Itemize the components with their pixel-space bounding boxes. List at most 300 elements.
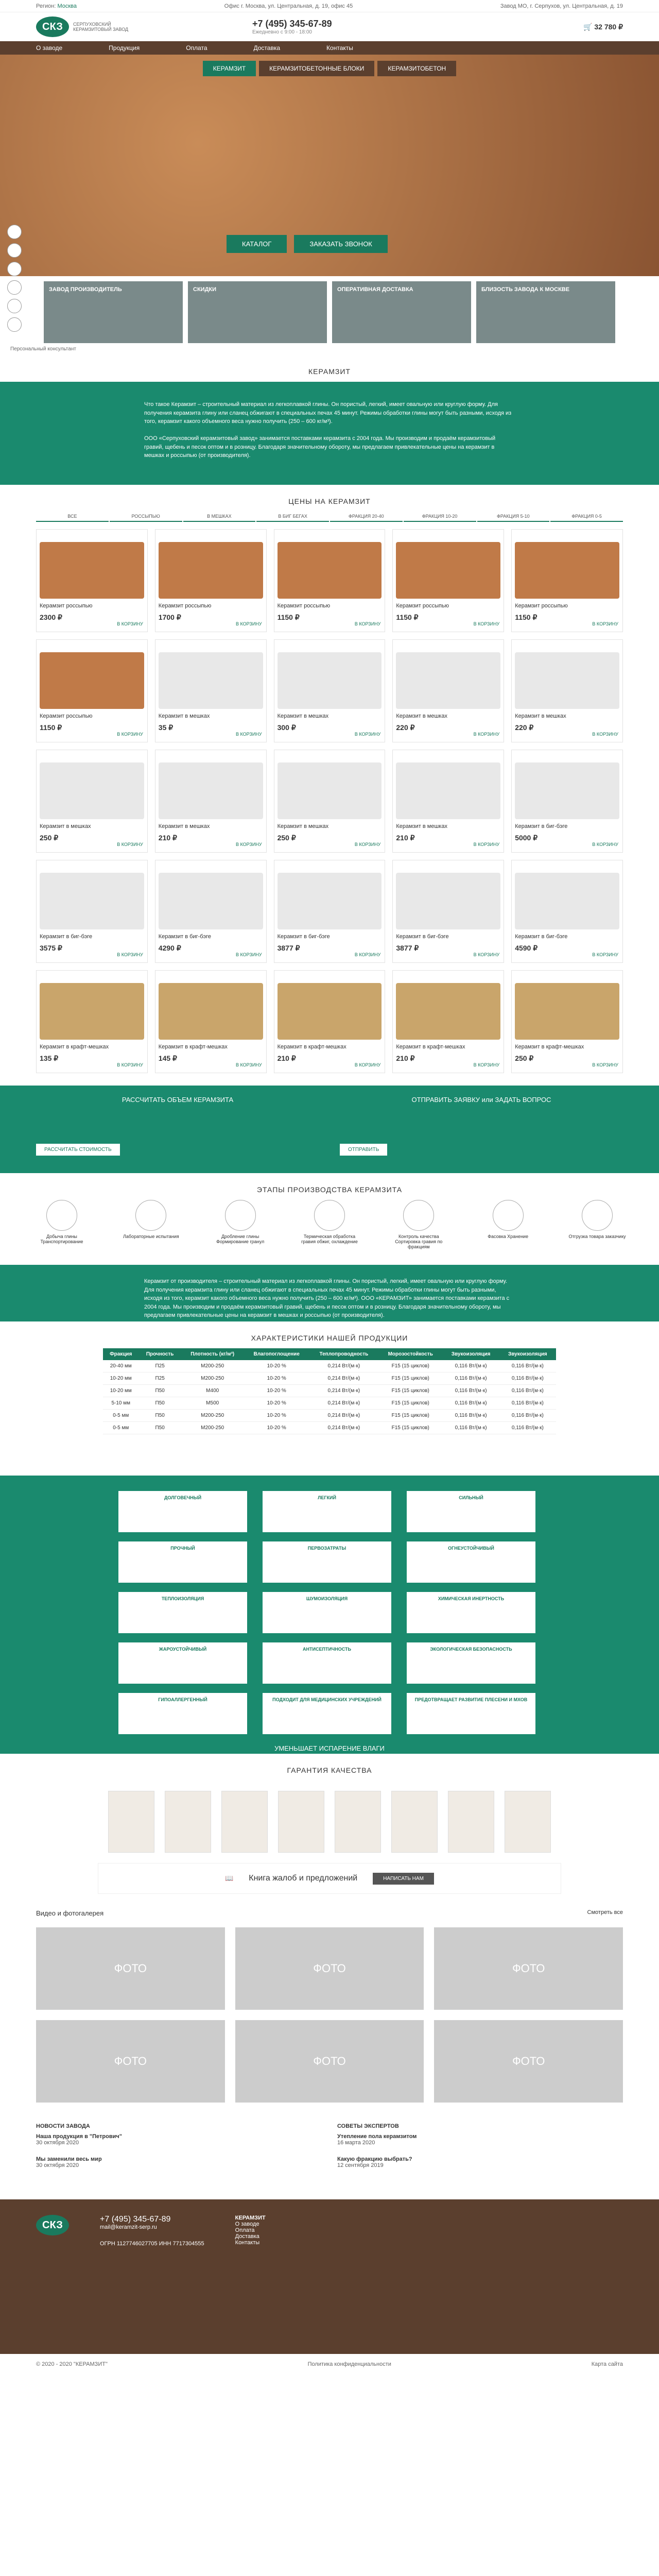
add-to-cart-button[interactable]: В КОРЗИНУ — [117, 732, 143, 737]
add-to-cart-button[interactable]: В КОРЗИНУ — [473, 732, 500, 737]
stage-item — [31, 1200, 93, 1249]
product-name[interactable]: Керамзит в мешках — [515, 713, 566, 719]
property-card — [118, 1541, 247, 1583]
news-item-title[interactable]: Мы заменили весь мир — [36, 2156, 102, 2162]
product-name[interactable]: Керамзит россыпью — [40, 603, 93, 609]
menu-item-payment[interactable]: Оплата — [186, 44, 207, 52]
banner-moscow[interactable]: БЛИЗОСТЬ ЗАВОДА К МОСКВЕ — [476, 281, 615, 343]
send-title: ОТПРАВИТЬ ЗАЯВКУ или ЗАДАТЬ ВОПРОС — [411, 1096, 551, 1104]
expert-tips — [337, 2123, 623, 2179]
product-image[interactable] — [159, 652, 263, 709]
search-icon[interactable] — [7, 225, 22, 239]
logo[interactable] — [36, 16, 160, 37]
banner-factory[interactable]: ЗАВОД ПРОИЗВОДИТЕЛЬ — [44, 281, 183, 343]
certificate[interactable] — [448, 1791, 494, 1853]
specs-header-cell: Влагопоглощение — [244, 1348, 309, 1360]
product-price: 210 ₽ — [396, 834, 415, 842]
specs-cell: 0,116 Вт/(м·к) — [499, 1385, 556, 1397]
product-image[interactable] — [515, 983, 619, 1040]
specs-cell: F15 (15 циклов) — [378, 1397, 443, 1410]
news-item-date: 30 октября 2020 — [36, 2162, 79, 2168]
hero-cat-blocks[interactable]: КЕРАМЗИТОБЕТОННЫЕ БЛОКИ — [259, 61, 374, 76]
sub-footer — [0, 2354, 659, 2375]
product-card[interactable] — [36, 639, 148, 742]
add-to-cart-button[interactable]: В КОРЗИНУ — [236, 842, 262, 847]
photo-tile[interactable]: ФОТО — [235, 2020, 424, 2103]
policy-link[interactable]: Политика конфиденциальности — [307, 2361, 391, 2367]
news-section — [36, 2123, 623, 2179]
add-to-cart-button[interactable]: В КОРЗИНУ — [117, 842, 143, 847]
banner-delivery[interactable]: ОПЕРАТИВНАЯ ДОСТАВКА — [332, 281, 471, 343]
tip-item-title[interactable]: Какую фракцию выбрать? — [337, 2156, 412, 2162]
catalog-button[interactable]: КАТАЛОГ — [227, 235, 287, 253]
specs-cell: 10-20 % — [244, 1372, 309, 1385]
specs-cell: 0,116 Вт/(м·к) — [443, 1385, 499, 1397]
product-name[interactable]: Керамзит россыпью — [515, 603, 568, 609]
product-name[interactable]: Керамзит россыпью — [396, 603, 449, 609]
chat-icon[interactable] — [7, 317, 22, 332]
stage-label: Термическая обработка гравия обжиг, охлаждение — [301, 1234, 358, 1244]
specs-cell: 0,214 Вт/(м·к) — [309, 1360, 378, 1372]
product-price: 1150 ₽ — [515, 613, 537, 621]
main-menu — [0, 41, 659, 55]
hero-categories — [0, 61, 659, 76]
add-to-cart-button[interactable]: В КОРЗИНУ — [473, 842, 500, 847]
specs-cell: М200-250 — [181, 1360, 244, 1372]
product-price: 2300 ₽ — [40, 613, 62, 621]
add-to-cart-button[interactable]: В КОРЗИНУ — [354, 732, 381, 737]
product-image[interactable] — [396, 983, 500, 1040]
specs-cell: П25 — [138, 1372, 181, 1385]
specs-cell: М200-250 — [181, 1422, 244, 1434]
specs-cell: 10-20 % — [244, 1410, 309, 1422]
stage-item — [210, 1200, 271, 1249]
product-name[interactable]: Керамзит в биг-бэге — [515, 823, 568, 829]
product-image[interactable] — [515, 762, 619, 819]
photo-tile[interactable]: ФОТО — [434, 1927, 623, 2010]
specs-header-cell: Звукоизоляция — [443, 1348, 499, 1360]
tip-item-date: 12 сентября 2019 — [337, 2162, 384, 2168]
calc-button[interactable]: РАССЧИТАТЬ СТОИМОСТЬ — [36, 1144, 120, 1156]
product-card[interactable] — [392, 639, 504, 742]
office-address-right: Завод МО, г. Серпухов, ул. Центральная, д. 19 — [500, 3, 623, 9]
stage-icon — [225, 1200, 256, 1231]
filter-bigbags[interactable]: В БИГ БЕГАХ — [256, 512, 329, 522]
product-price: 300 ₽ — [277, 723, 296, 732]
certificate[interactable] — [335, 1791, 381, 1853]
product-name[interactable]: Керамзит россыпью — [40, 713, 93, 719]
product-card[interactable] — [274, 529, 386, 632]
banner-discounts[interactable]: СКИДКИ — [188, 281, 327, 343]
add-to-cart-button[interactable]: В КОРЗИНУ — [354, 952, 381, 957]
product-image[interactable] — [278, 983, 382, 1040]
product-name[interactable]: Керамзит в мешках — [40, 823, 91, 829]
menu-item-delivery[interactable]: Доставка — [253, 44, 281, 52]
stage-label: Контроль качества Сортировка гравия по фракциям — [395, 1234, 443, 1249]
product-image[interactable] — [515, 873, 619, 929]
specs-cell: 0,214 Вт/(м·к) — [309, 1372, 378, 1385]
stage-label: Дробление глины Формирование гранул — [216, 1234, 265, 1244]
product-card[interactable] — [511, 529, 623, 632]
specs-cell: F15 (15 циклов) — [378, 1385, 443, 1397]
product-price: 135 ₽ — [40, 1054, 59, 1062]
product-card[interactable] — [392, 529, 504, 632]
property-title: СИЛЬНЫЙ — [459, 1495, 483, 1500]
product-name[interactable]: Керамзит в крафт-мешках — [40, 1044, 109, 1050]
property-card — [263, 1693, 391, 1734]
property-card — [263, 1642, 391, 1684]
product-name[interactable]: Керамзит в мешках — [277, 823, 329, 829]
add-to-cart-button[interactable]: В КОРЗИНУ — [354, 1062, 381, 1067]
office-address-left: Офис г. Москва, ул. Центральная, д. 19, офис 45 — [224, 3, 353, 9]
cart-total: 32 780 ₽ — [594, 22, 623, 31]
product-image[interactable] — [515, 652, 619, 709]
product-image[interactable] — [396, 542, 500, 599]
product-price: 1700 ₽ — [158, 613, 181, 621]
add-to-cart-button[interactable]: В КОРЗИНУ — [236, 1062, 262, 1067]
product-image[interactable] — [40, 542, 144, 599]
product-name[interactable]: Керамзит в мешках — [396, 823, 447, 829]
product-card[interactable] — [511, 750, 623, 853]
product-price: 250 ₽ — [40, 834, 59, 842]
product-card[interactable] — [392, 970, 504, 1073]
product-image[interactable] — [159, 873, 263, 929]
certificate[interactable] — [391, 1791, 438, 1853]
write-us-button[interactable]: НАПИСАТЬ НАМ — [373, 1873, 434, 1885]
specs-cell: F15 (15 циклов) — [378, 1422, 443, 1434]
property-title: ПРОЧНЫЙ — [170, 1546, 195, 1551]
product-name[interactable]: Керамзит в крафт-мешках — [158, 1044, 228, 1050]
product-image[interactable] — [40, 652, 144, 709]
property-card — [263, 1592, 391, 1633]
header-hours: Ежедневно с 9:00 - 18:00 — [252, 29, 312, 35]
property-card — [118, 1491, 247, 1532]
specs-cell: F15 (15 циклов) — [378, 1372, 443, 1385]
product-name[interactable]: Керамзит россыпью — [277, 603, 331, 609]
product-price: 4290 ₽ — [158, 944, 181, 952]
add-to-cart-button[interactable]: В КОРЗИНУ — [236, 621, 262, 626]
product-name[interactable]: Керамзит россыпью — [158, 603, 212, 609]
filter-all[interactable]: ВСЕ — [36, 512, 109, 522]
photo-tile[interactable]: ФОТО — [36, 2020, 225, 2103]
photo-tile[interactable]: ФОТО — [235, 1927, 424, 2010]
specs-title: ХАРАКТЕРИСТИКИ НАШЕЙ ПРОДУКЦИИ — [251, 1334, 408, 1342]
sitemap-link[interactable]: Карта сайта — [591, 2361, 623, 2367]
product-card[interactable] — [511, 860, 623, 963]
specs-cell: П50 — [138, 1397, 181, 1410]
product-name[interactable]: Керамзит в биг-бэге — [158, 934, 211, 940]
specs-cell: 0,116 Вт/(м·к) — [499, 1410, 556, 1422]
product-image[interactable] — [40, 873, 144, 929]
property-title: АНТИСЕПТИЧНОСТЬ — [303, 1647, 351, 1652]
location-icon[interactable] — [7, 280, 22, 295]
certificate[interactable] — [221, 1791, 268, 1853]
product-card[interactable] — [155, 639, 267, 742]
hero-buttons — [227, 235, 388, 253]
specs-row — [103, 1422, 556, 1434]
add-to-cart-button[interactable]: В КОРЗИНУ — [117, 1062, 143, 1067]
add-to-cart-button[interactable]: В КОРЗИНУ — [473, 1062, 500, 1067]
stage-icon — [135, 1200, 166, 1231]
top-bar — [0, 0, 659, 12]
properties-grid — [118, 1491, 541, 1734]
product-image[interactable] — [40, 983, 144, 1040]
specs-cell: 0-5 мм — [103, 1410, 138, 1422]
product-price: 220 ₽ — [515, 723, 534, 732]
specs-cell: 0,116 Вт/(м·к) — [443, 1422, 499, 1434]
product-card[interactable] — [155, 750, 267, 853]
about-section — [0, 382, 659, 485]
product-image[interactable] — [278, 762, 382, 819]
product-name[interactable]: Керамзит в биг-бэге — [396, 934, 449, 940]
product-name[interactable]: Керамзит в крафт-мешках — [277, 1044, 346, 1050]
product-card[interactable] — [36, 529, 148, 632]
product-price: 1150 ₽ — [396, 613, 419, 621]
product-image[interactable] — [159, 542, 263, 599]
tip-item-title[interactable]: Утепление пола керамзитом — [337, 2133, 417, 2140]
footer-link[interactable]: Доставка — [235, 2233, 259, 2240]
video-grid — [36, 1927, 623, 2103]
calc-title: РАССЧИТАТЬ ОБЪЕМ КЕРАМЗИТА — [122, 1096, 234, 1104]
product-image[interactable] — [515, 542, 619, 599]
product-price: 145 ₽ — [158, 1054, 177, 1062]
specs-cell: 0,116 Вт/(м·к) — [499, 1372, 556, 1385]
footer — [0, 2199, 659, 2354]
product-card[interactable] — [274, 970, 386, 1073]
stage-label: Лабораторные испытания — [123, 1234, 179, 1239]
stage-label: Фасовка Хранение — [488, 1234, 529, 1239]
filter-20-40[interactable]: ФРАКЦИЯ 20-40 — [330, 512, 403, 522]
specs-cell: 0,214 Вт/(м·к) — [309, 1397, 378, 1410]
specs-cell: П50 — [138, 1422, 181, 1434]
add-to-cart-button[interactable]: В КОРЗИНУ — [592, 952, 618, 957]
product-price: 1150 ₽ — [277, 613, 300, 621]
product-price: 220 ₽ — [396, 723, 415, 732]
property-card — [407, 1693, 535, 1734]
menu-item-products[interactable]: Продукция — [109, 44, 140, 52]
specs-cell: П50 — [138, 1385, 181, 1397]
specs-row — [103, 1410, 556, 1422]
product-card[interactable] — [155, 529, 267, 632]
specs-cell: 10-20 мм — [103, 1385, 138, 1397]
phone-icon[interactable] — [7, 243, 22, 258]
add-to-cart-button[interactable]: В КОРЗИНУ — [354, 842, 381, 847]
add-to-cart-button[interactable]: В КОРЗИНУ — [473, 621, 500, 626]
product-name[interactable]: Керамзит в крафт-мешках — [515, 1044, 584, 1050]
product-card[interactable] — [155, 860, 267, 963]
footer-link[interactable]: Контакты — [235, 2240, 260, 2246]
complaints-book — [98, 1863, 561, 1894]
add-to-cart-button[interactable]: В КОРЗИНУ — [236, 732, 262, 737]
footer-link[interactable]: Оплата — [235, 2227, 255, 2233]
filter-bags[interactable]: В МЕШКАХ — [183, 512, 256, 522]
filter-10-20[interactable]: ФРАКЦИЯ 10-20 — [404, 512, 476, 522]
stage-item — [299, 1200, 360, 1249]
add-to-cart-button[interactable]: В КОРЗИНУ — [592, 621, 618, 626]
add-to-cart-button[interactable]: В КОРЗИНУ — [354, 621, 381, 626]
property-card — [407, 1491, 535, 1532]
product-card[interactable] — [274, 860, 386, 963]
news-item-date: 30 октября 2020 — [36, 2140, 79, 2146]
product-grid — [36, 529, 623, 1073]
consultant-label[interactable]: Персональный консультант — [10, 346, 76, 352]
specs-row — [103, 1385, 556, 1397]
stage-label: Отгрузка товара заказчику — [568, 1234, 626, 1239]
property-card — [118, 1693, 247, 1734]
send-button[interactable]: ОТПРАВИТЬ — [340, 1144, 387, 1156]
specs-cell: П50 — [138, 1410, 181, 1422]
product-card[interactable] — [36, 970, 148, 1073]
product-card[interactable] — [274, 639, 386, 742]
product-name[interactable]: Керамзит в крафт-мешках — [396, 1044, 465, 1050]
video-title: Видео и фотогалерея — [36, 1909, 104, 1917]
mail-icon[interactable] — [7, 262, 22, 276]
specs-cell: 0,214 Вт/(м·к) — [309, 1422, 378, 1434]
call-button[interactable]: ЗАКАЗАТЬ ЗВОНОК — [294, 235, 388, 253]
property-title: ЖАРОУСТОЙЧИВЫЙ — [159, 1647, 207, 1652]
property-title: ШУМОИЗОЛЯЦИЯ — [306, 1596, 348, 1601]
product-image[interactable] — [396, 873, 500, 929]
specs-cell: 10-20 % — [244, 1397, 309, 1410]
hero-cat-concrete[interactable]: КЕРАМЗИТОБЕТОН — [377, 61, 456, 76]
production-text: Керамзит от производителя – строительный материал из легкоплавкой глины. Он пористый, легкий, имеет овальную или круглую форму. Для получения керамзита глину или сланец обжигают в специальных печах 45 минут. Режимы обработки глины могут быть разными, исходя из того, керамзит какого объемного веса нужно получить (250 – 600 кг/м³). ООО «КЕРАМЗИТ» занимается поставками керамзита с 2004 года. Мы производим и продаём керамзитовый гравий, щебень и песок оптом и в розницу. Благодаря значительному обороту, мы предлагаем привлекательные цены на керамзит в мешках и россыпью (от производителя). — [0, 1265, 659, 1321]
product-card[interactable] — [511, 970, 623, 1073]
calc-form — [36, 1096, 319, 1153]
footer-ogrn: ОГРН 1127746027705 ИНН 7717304555 — [100, 2241, 204, 2247]
properties-section — [0, 1476, 659, 1754]
product-card[interactable] — [511, 639, 623, 742]
footer-phone[interactable]: +7 (495) 345-67-89 — [100, 2215, 171, 2224]
property-title: ДОЛГОВЕЧНЫЙ — [164, 1495, 202, 1500]
product-card[interactable] — [274, 750, 386, 853]
factory-news — [36, 2123, 322, 2179]
certificates — [0, 1781, 659, 1863]
property-card — [263, 1491, 391, 1532]
product-image[interactable] — [278, 873, 382, 929]
video-see-all[interactable]: Смотреть все — [587, 1909, 623, 1916]
product-price: 5000 ₽ — [515, 834, 538, 842]
user-icon[interactable] — [7, 299, 22, 313]
copyright: © 2020 - 2020 "КЕРАМЗИТ" — [36, 2361, 108, 2367]
add-to-cart-button[interactable]: В КОРЗИНУ — [473, 952, 500, 957]
product-image[interactable] — [40, 762, 144, 819]
news-item-title[interactable]: Наша продукция в "Петрович" — [36, 2133, 122, 2140]
property-title: ПЕРВОЗАТРАТЫ — [307, 1546, 346, 1551]
specs-cell: М200-250 — [181, 1372, 244, 1385]
product-card[interactable] — [36, 750, 148, 853]
specs-cell: F15 (15 циклов) — [378, 1360, 443, 1372]
side-icons — [7, 225, 22, 332]
header-phone[interactable]: +7 (495) 345-67-89 — [252, 19, 332, 29]
add-to-cart-button[interactable]: В КОРЗИНУ — [592, 842, 618, 847]
property-title: ПРЕДОТВРАЩАЕТ РАЗВИТИЕ ПЛЕСЕНИ И МХОВ — [414, 1697, 528, 1702]
product-card[interactable] — [392, 750, 504, 853]
filter-0-5[interactable]: ФРАКЦИЯ 0-5 — [550, 512, 623, 522]
specs-cell: 0,116 Вт/(м·к) — [499, 1422, 556, 1434]
product-name[interactable]: Керамзит в мешках — [396, 713, 447, 719]
menu-item-about[interactable]: О заводе — [36, 44, 63, 52]
prices-title: ЦЕНЫ НА КЕРАМЗИТ — [288, 497, 371, 505]
property-card — [407, 1642, 535, 1684]
product-image[interactable] — [278, 652, 382, 709]
footer-logo[interactable] — [36, 2215, 69, 2247]
add-to-cart-button[interactable]: В КОРЗИНУ — [592, 732, 618, 737]
menu-item-contacts[interactable]: Контакты — [326, 44, 353, 52]
specs-row — [103, 1360, 556, 1372]
cart-button[interactable] — [583, 23, 623, 31]
product-price: 250 ₽ — [515, 1054, 534, 1062]
product-price: 210 ₽ — [158, 834, 177, 842]
news-title: НОВОСТИ ЗАВОДА — [36, 2123, 90, 2129]
photo-tile[interactable]: ФОТО — [434, 2020, 623, 2103]
specs-table — [103, 1348, 556, 1434]
add-to-cart-button[interactable]: В КОРЗИНУ — [236, 952, 262, 957]
filter-5-10[interactable]: ФРАКЦИЯ 5-10 — [477, 512, 550, 522]
header — [0, 12, 659, 41]
stages — [0, 1200, 659, 1249]
certificate[interactable] — [165, 1791, 211, 1853]
photo-tile[interactable]: ФОТО — [36, 1927, 225, 2010]
product-price: 1150 ₽ — [40, 723, 62, 732]
product-price: 3877 ₽ — [396, 944, 419, 952]
hero — [0, 55, 659, 276]
product-image[interactable] — [278, 542, 382, 599]
product-name[interactable]: Керамзит в биг-бэге — [515, 934, 568, 940]
product-card[interactable] — [36, 860, 148, 963]
product-name[interactable]: Керамзит в биг-бэге — [277, 934, 330, 940]
specs-cell: 0,214 Вт/(м·к) — [309, 1410, 378, 1422]
product-name[interactable]: Керамзит в биг-бэге — [40, 934, 93, 940]
hero-cat-keramzit[interactable]: КЕРАМЗИТ — [203, 61, 256, 76]
region-select[interactable]: Москва — [57, 3, 77, 9]
add-to-cart-button[interactable]: В КОРЗИНУ — [117, 621, 143, 626]
footer-email[interactable]: mail@keramzit-serp.ru — [100, 2224, 157, 2230]
product-name[interactable]: Керамзит в мешках — [277, 713, 329, 719]
product-name[interactable]: Керамзит в мешках — [158, 713, 210, 719]
specs-body — [103, 1360, 556, 1434]
specs-header-cell: Плотность (кг/м³) — [181, 1348, 244, 1360]
add-to-cart-button[interactable]: В КОРЗИНУ — [117, 952, 143, 957]
property-title: ПОДХОДИТ ДЛЯ МЕДИЦИНСКИХ УЧРЕЖДЕНИЙ — [272, 1697, 381, 1702]
product-image[interactable] — [396, 652, 500, 709]
stage-icon — [46, 1200, 77, 1231]
property-card — [118, 1642, 247, 1684]
add-to-cart-button[interactable]: В КОРЗИНУ — [592, 1062, 618, 1067]
product-card[interactable] — [392, 860, 504, 963]
property-card — [118, 1592, 247, 1633]
about-title: КЕРАМЗИТ — [308, 367, 351, 376]
certificate[interactable] — [108, 1791, 154, 1853]
cart-icon: 🛒 — [583, 22, 593, 31]
footer-link[interactable]: О заводе — [235, 2221, 259, 2227]
certificate[interactable] — [505, 1791, 551, 1853]
product-image[interactable] — [396, 762, 500, 819]
send-form — [340, 1096, 623, 1153]
certs-title: ГАРАНТИЯ КАЧЕСТВА — [287, 1766, 372, 1774]
product-image[interactable] — [159, 983, 263, 1040]
product-image[interactable] — [159, 762, 263, 819]
specs-cell: 0,116 Вт/(м·к) — [443, 1372, 499, 1385]
stages-title: ЭТАПЫ ПРОИЗВОДСТВА КЕРАМЗИТА — [256, 1185, 403, 1194]
footer-menu — [235, 2215, 266, 2247]
specs-header-cell: Фракция — [103, 1348, 138, 1360]
specs-cell: F15 (15 циклов) — [378, 1410, 443, 1422]
certificate[interactable] — [278, 1791, 324, 1853]
product-name[interactable]: Керамзит в мешках — [158, 823, 210, 829]
filter-loose[interactable]: РОССЫПЬЮ — [110, 512, 182, 522]
tips-title: СОВЕТЫ ЭКСПЕРТОВ — [337, 2123, 399, 2129]
product-card[interactable] — [155, 970, 267, 1073]
